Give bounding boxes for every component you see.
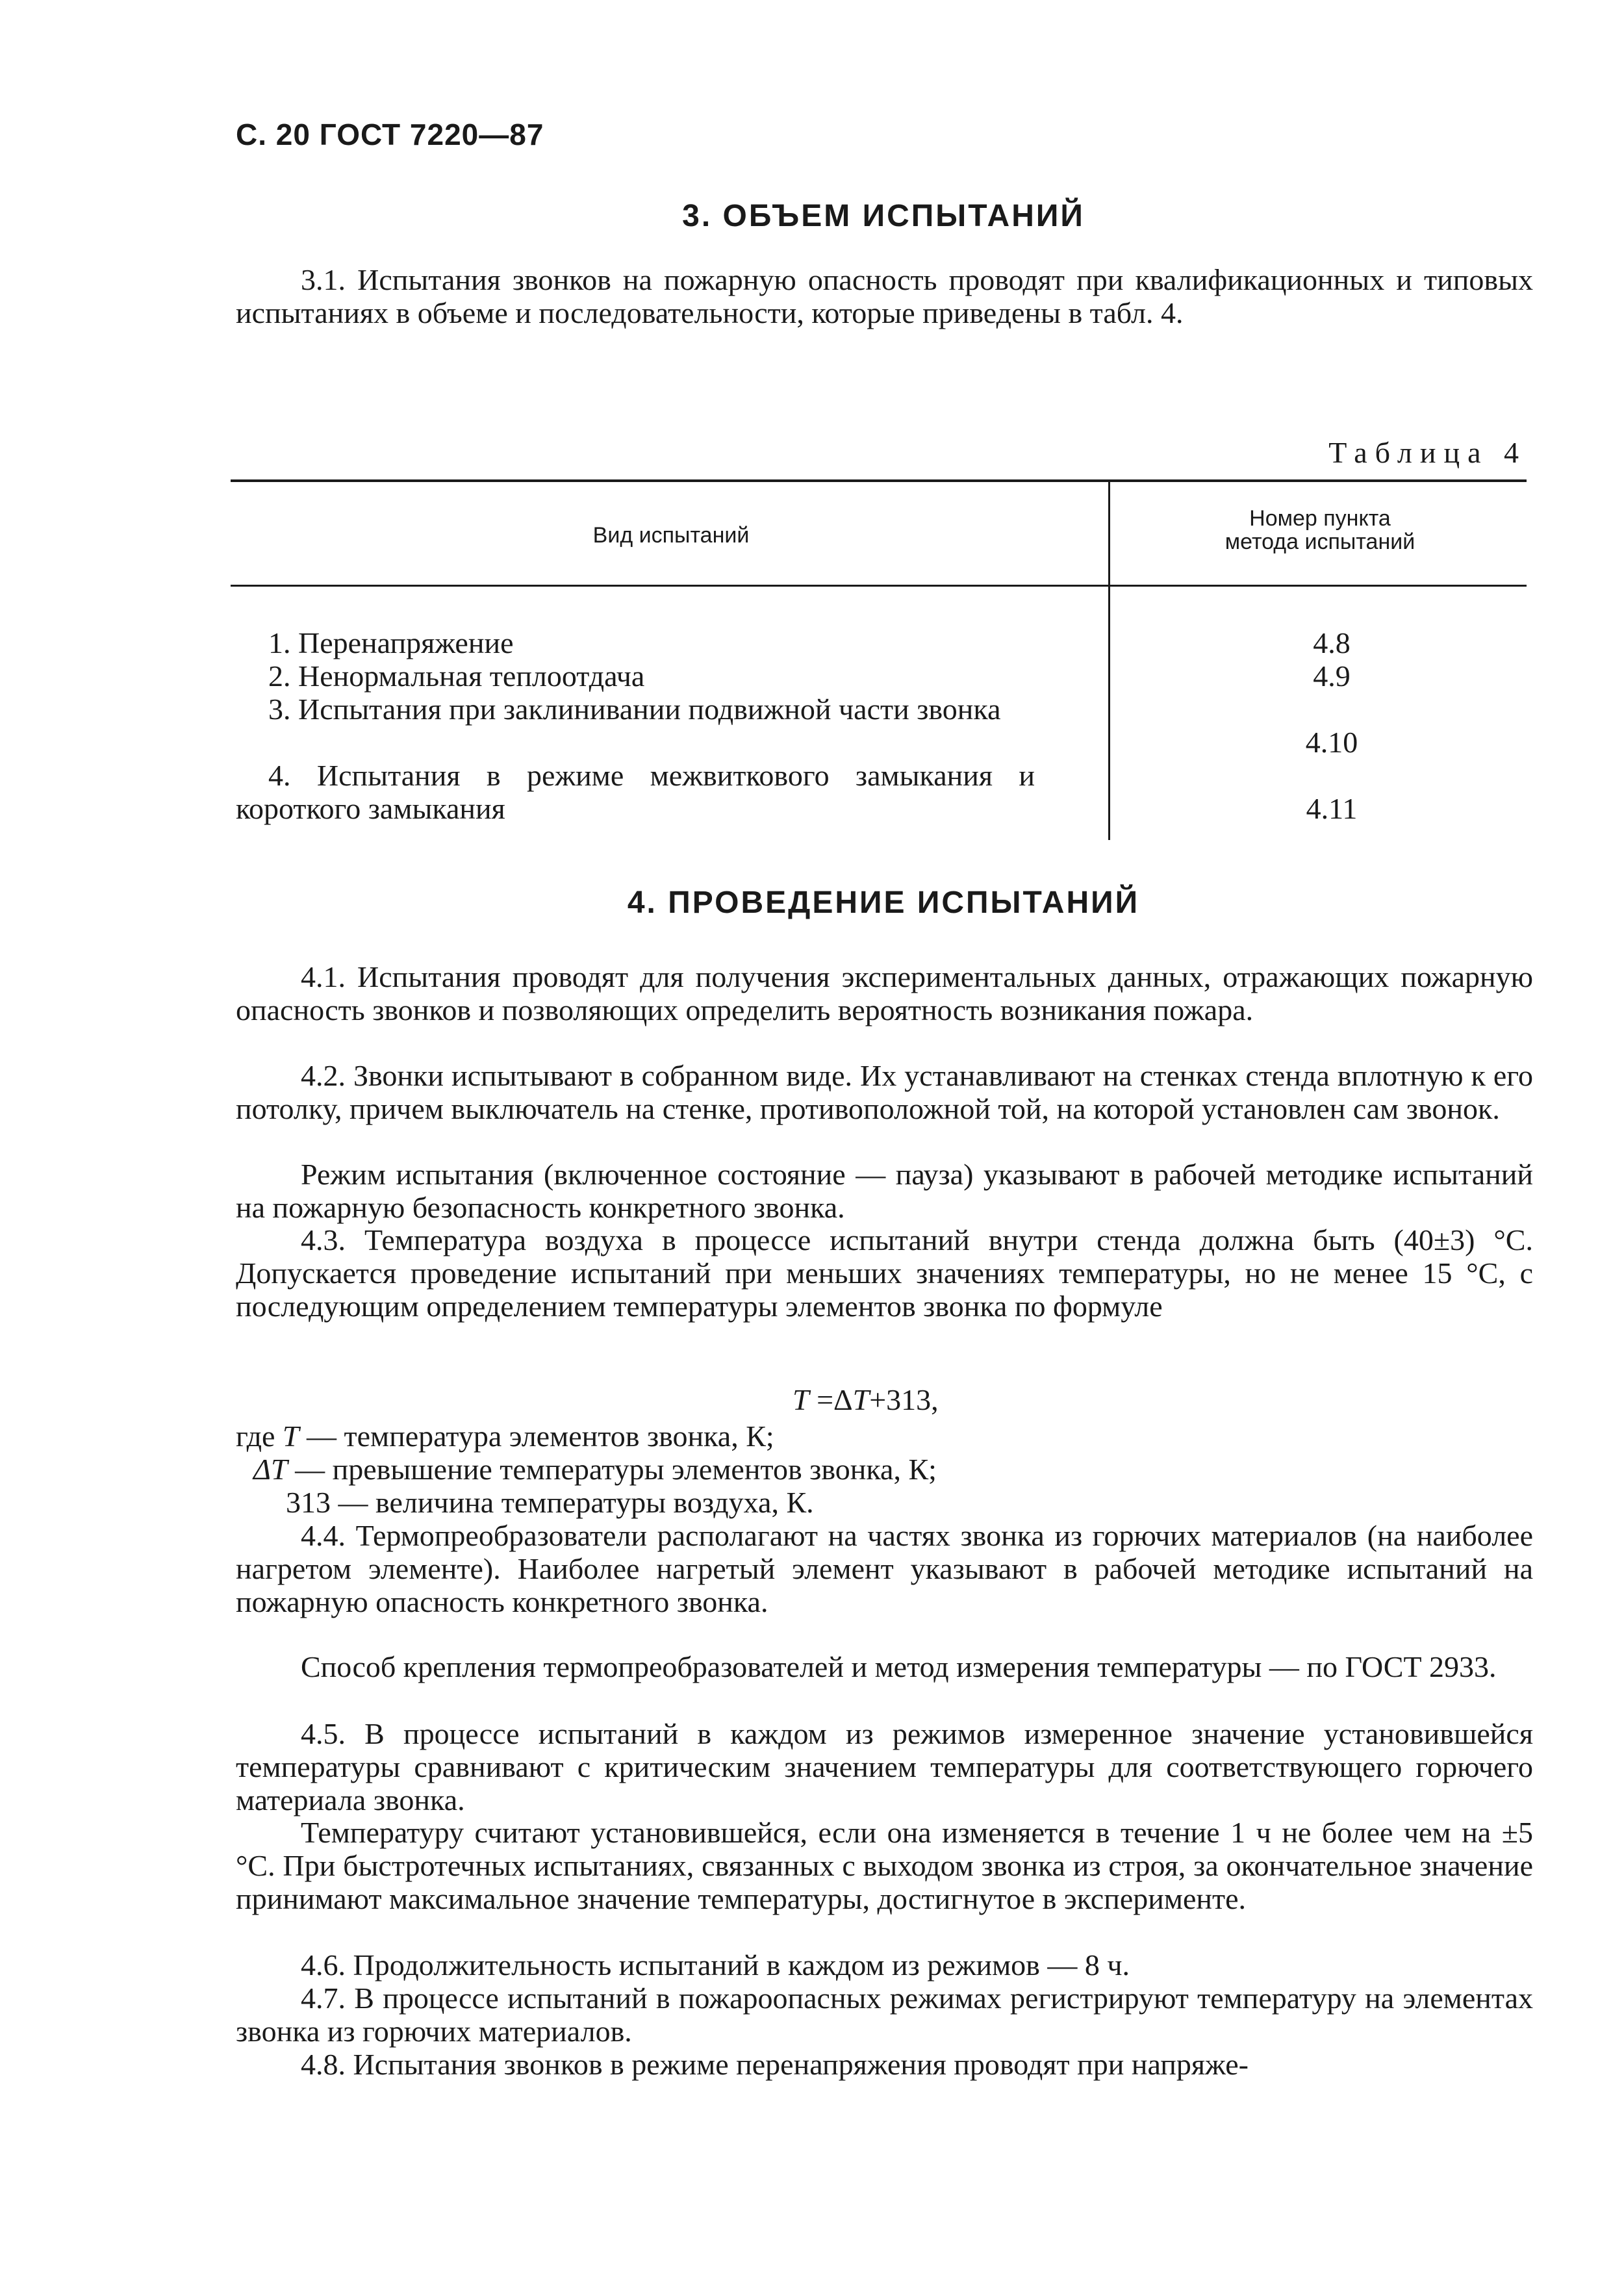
paragraph-4-8: 4.8. Испытания звонков в режиме перенапряжения проводят при напряже-	[301, 2048, 1249, 2081]
table-body-divider	[1108, 587, 1110, 840]
formula: T =ΔT+313,	[793, 1383, 939, 1416]
page-header: С. 20 ГОСТ 7220—87	[236, 118, 544, 151]
paragraph-4-2-mode: Режим испытания (включенное состояние — пауза) указывают в рабочей методике испытаний на пожарную безопасность конкретного звонка.	[236, 1158, 1533, 1224]
table-header-rule	[231, 585, 1527, 587]
paragraph-4-2: 4.2. Звонки испытывают в собранном виде. Их устанавливают на стенках стенда вплотную к его потолку, причем выключатель на стенке, противоположной той, на которой установлен сам звонок.	[236, 1059, 1533, 1125]
paragraph-4-6: 4.6. Продолжительность испытаний в каждом из режимов — 8 ч.	[301, 1948, 1130, 1982]
table-top-rule	[231, 479, 1527, 482]
paragraph-4-5-steady: Температуру считают установившейся, если она изменяется в течение 1 ч не более чем на ±5 °С. При быстротечных испытаниях, связанных с выходом звонка из строя, за окончательное значение принимают максимальное значение температуры, достигнутое в эксперименте.	[236, 1816, 1533, 1915]
paragraph-4-4-method: Способ крепления термопреобразователей и метод измерения температуры — по ГОСТ 2933.	[301, 1650, 1497, 1683]
paragraph-4-4: 4.4. Термопреобразователи располагают на частях звонка из горючих материалов (на наиболее нагретом элементе). Наиболее нагретый элемент указывают в рабочей методике испытаний на пожарную опасность конкретного звонка.	[236, 1519, 1533, 1618]
table-header-divider	[1108, 482, 1110, 585]
definition-delta-T: ΔT — превышение температуры элементов звонка, К;	[253, 1453, 937, 1486]
table-header-number-line1: Номер пункта	[1249, 506, 1391, 531]
table-header-number	[1112, 507, 1528, 554]
section-4-title: 4. ПРОВЕДЕНИЕ ИСПЫТАНИЙ	[627, 886, 1140, 920]
table-header-type: Вид испытаний	[592, 523, 750, 548]
section-3-title: 3. ОБЪЕМ ИСПЫТАНИЙ	[682, 199, 1085, 233]
paragraph-4-5: 4.5. В процессе испытаний в каждом из режимов измеренное значение установившейся температуры сравнивают с критическим значением температуры для соответствующего горючего материала звонка.	[236, 1717, 1533, 1816]
definition-T: где T — температура элементов звонка, К;	[236, 1420, 774, 1453]
table-row-1-text: 1. Перенапряжение	[268, 626, 514, 659]
table-caption: Таблица 4	[1328, 436, 1527, 469]
table-row-3-number: 4.10	[1305, 726, 1358, 759]
paragraph-4-7: 4.7. В процессе испытаний в пожароопасных режимах регистрируют температуру на элементах звонка из горючих материалов.	[236, 1982, 1533, 2048]
table-row-2-number: 4.9	[1313, 659, 1351, 693]
paragraph-4-1: 4.1. Испытания проводят для получения экспериментальных данных, отражающих пожарную опасность звонков и позволяющих определить вероятность возникания пожара.	[236, 960, 1533, 1026]
table-row-2-text: 2. Ненормальная теплоотдача	[268, 659, 645, 693]
table-header-number-line2: метода испытаний	[1224, 529, 1415, 554]
table-row-1-number: 4.8	[1313, 626, 1351, 659]
table-row-3-text: 3. Испытания при заклинивании подвижной части звонка	[268, 693, 1001, 726]
table-row-4-number: 4.11	[1306, 792, 1358, 825]
paragraph-4-3: 4.3. Температура воздуха в процессе испытаний внутри стенда должна быть (40±3) °С. Допускается проведение испытаний при меньших значениях температуры, но не менее 15 °С, с последующим определением температуры элементов звонка по формуле	[236, 1223, 1533, 1323]
table-row-4-text: 4. Испытания в режиме межвиткового замыкания и короткого замыкания	[236, 759, 1035, 825]
paragraph-3-1: 3.1. Испытания звонков на пожарную опасность проводят при квалификационных и типовых испытаниях в объеме и последовательности, которые приведены в табл. 4.	[236, 263, 1533, 329]
definition-313: 313 — величина температуры воздуха, К.	[286, 1486, 814, 1519]
